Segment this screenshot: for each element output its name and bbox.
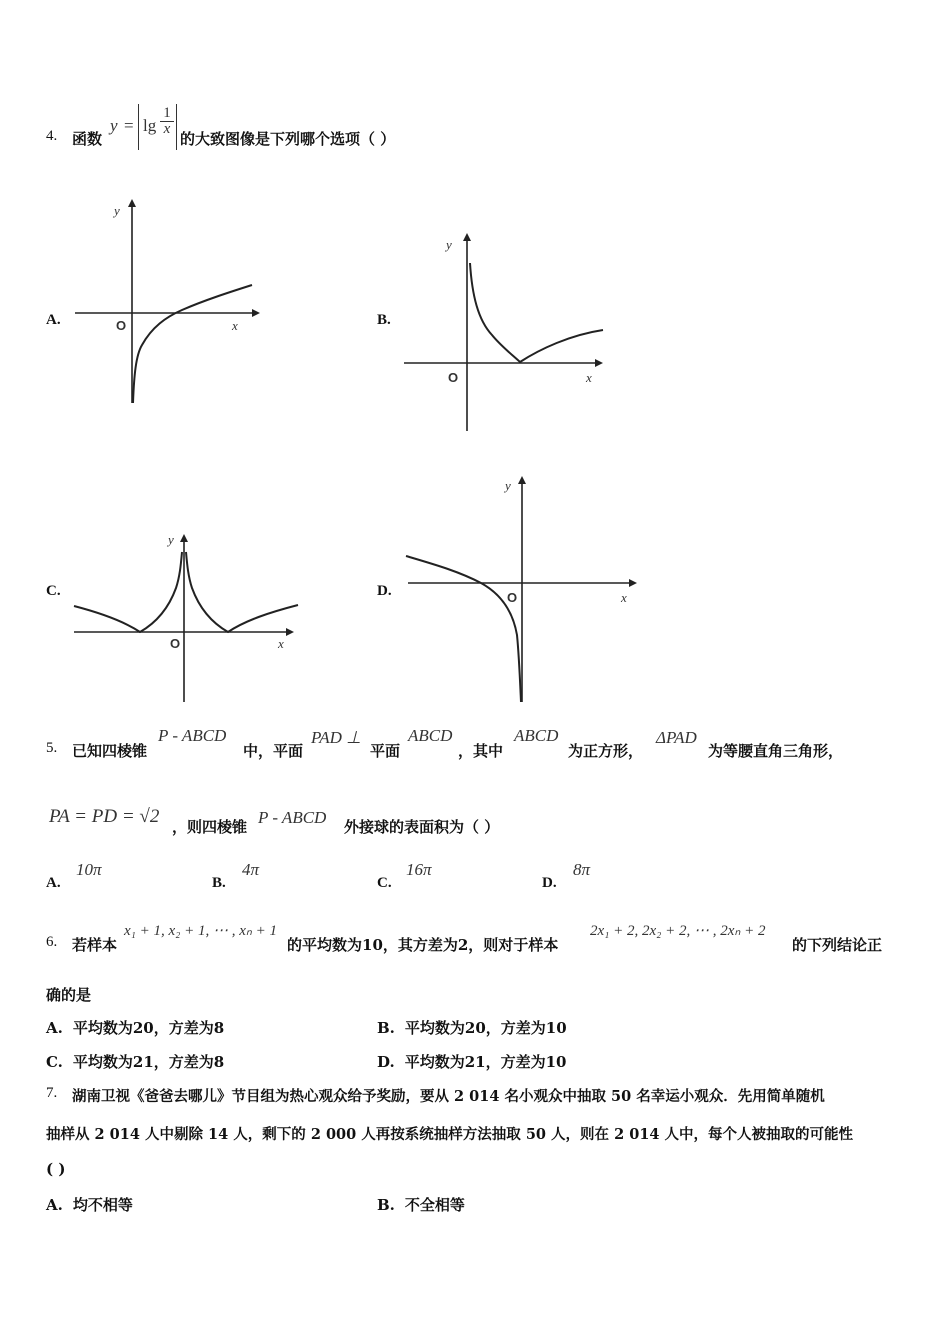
q4-graph-c[interactable] bbox=[72, 528, 302, 706]
graph-c-y-label: y bbox=[168, 532, 174, 547]
q6-text-3: 的下列结论正 bbox=[792, 936, 883, 954]
q7-number: 7. bbox=[46, 1085, 58, 1101]
q6-option-b-text: 平均数为20，方差为10 bbox=[404, 1019, 567, 1037]
q5-option-b-value[interactable]: 4π bbox=[242, 860, 260, 879]
graph-b-origin: O bbox=[448, 370, 459, 385]
q6-option-b-label: B. bbox=[377, 1019, 395, 1037]
q6-option-c[interactable] bbox=[46, 1051, 224, 1072]
graph-b-y-label: y bbox=[446, 237, 452, 252]
q7-option-b-label: B. bbox=[377, 1196, 395, 1214]
graph-c-curve-right bbox=[186, 552, 298, 632]
graph-d-x-label: x bbox=[621, 590, 627, 605]
q6-option-a-text: 平均数为20，方差为8 bbox=[72, 1019, 225, 1037]
q4-formula-eq: = bbox=[124, 116, 134, 135]
q6-option-d-label: D. bbox=[377, 1053, 395, 1071]
graph-a-origin: O bbox=[116, 318, 127, 333]
q6-math-2: 2x₁ + 2, 2x₂ + 2, ⋯ , 2xₙ + 2 bbox=[590, 923, 766, 939]
q5-text-6: 为等腰直角三角形， bbox=[708, 742, 844, 760]
q7-option-b-text: 不全相等 bbox=[404, 1196, 465, 1214]
q5-option-d-label[interactable]: D. bbox=[542, 875, 557, 891]
q7-line-3: ( ) bbox=[46, 1160, 66, 1178]
q4-text-before: 函数 bbox=[72, 130, 103, 148]
q4-formula-lg: lg bbox=[143, 116, 157, 135]
y-axis-arrow bbox=[463, 233, 471, 241]
q6-option-c-label: C. bbox=[46, 1053, 63, 1071]
q4-option-a-label[interactable]: A. bbox=[46, 312, 61, 328]
q5-text-5: 为正方形， bbox=[568, 742, 644, 760]
q4-formula-y: y bbox=[110, 116, 118, 135]
q4-abs-right-bar bbox=[176, 104, 177, 150]
x-axis-arrow bbox=[252, 309, 260, 317]
q5-math-5: ΔPAD bbox=[656, 728, 697, 747]
graph-b-x-label: x bbox=[586, 370, 592, 385]
graph-c-x-label: x bbox=[278, 636, 284, 651]
q6-option-a[interactable] bbox=[46, 1017, 224, 1038]
q4-fraction-denominator: x bbox=[160, 121, 174, 137]
q5-math-4: ABCD bbox=[514, 726, 559, 745]
q5-number: 5. bbox=[46, 740, 58, 756]
q7-option-b[interactable] bbox=[377, 1194, 465, 1215]
q4-formula-fraction bbox=[160, 106, 174, 137]
q7-option-a-text: 均不相等 bbox=[72, 1196, 133, 1214]
q6-option-d-text: 平均数为21，方差为10 bbox=[404, 1053, 567, 1071]
q5-option-b-label[interactable]: B. bbox=[212, 875, 226, 891]
graph-c-curve-left bbox=[74, 552, 182, 632]
q6-text-2: 的平均数为10，其方差为2，则对于样本 bbox=[287, 936, 559, 954]
q7-line-2: 抽样从 2 014 人中剔除 14 人，剩下的 2 000 人再按系统抽样方法抽取 50 人，则在 2 014 人中，每个人被抽取的可能性 bbox=[46, 1126, 854, 1143]
q6-option-a-label: A. bbox=[46, 1019, 63, 1037]
q6-text-4: 确的是 bbox=[46, 986, 92, 1004]
x-axis-arrow bbox=[286, 628, 294, 636]
graph-a-curve bbox=[133, 285, 252, 403]
y-axis-arrow bbox=[518, 476, 526, 484]
graph-d-origin: O bbox=[507, 590, 518, 605]
graph-c-origin: O bbox=[170, 636, 181, 651]
q4-option-d-label[interactable]: D. bbox=[377, 583, 392, 599]
q7-option-a-label: A. bbox=[46, 1196, 63, 1214]
q5-math-2: PAD ⊥ bbox=[311, 728, 361, 747]
q7-line-1: 湖南卫视《爸爸去哪儿》节目组为热心观众给予奖励，要从 2 014 名小观众中抽取 50 名幸运小观众．先用简单随机 bbox=[72, 1088, 825, 1105]
q4-option-c-label[interactable]: C. bbox=[46, 583, 61, 599]
graph-a-x-label: x bbox=[232, 318, 238, 333]
q4-number: 4. bbox=[46, 128, 58, 144]
x-axis-arrow bbox=[595, 359, 603, 367]
graph-d-y-label: y bbox=[505, 478, 511, 493]
q4-graph-a[interactable] bbox=[70, 195, 260, 410]
graph-a-y-label: y bbox=[114, 203, 120, 218]
q6-number: 6. bbox=[46, 934, 58, 950]
q7-option-a[interactable] bbox=[46, 1194, 133, 1215]
q5-option-d-value[interactable]: 8π bbox=[573, 860, 591, 879]
q5-text-2: 中，平面 bbox=[243, 742, 304, 760]
q5-text-7: ，则四棱锥 bbox=[172, 818, 248, 836]
q6-option-b[interactable] bbox=[377, 1017, 567, 1038]
q6-text-1: 若样本 bbox=[72, 936, 118, 954]
q4-graph-d[interactable] bbox=[403, 470, 643, 705]
q6-option-c-text: 平均数为21，方差为8 bbox=[72, 1053, 225, 1071]
q5-math-1: P - ABCD bbox=[158, 726, 227, 745]
q4-fraction-numerator: 1 bbox=[163, 105, 171, 121]
q5-text-4: ，其中 bbox=[458, 742, 504, 760]
y-axis-arrow bbox=[128, 199, 136, 207]
q4-graph-b[interactable] bbox=[400, 225, 610, 435]
q5-text-8: 外接球的表面积为（ ） bbox=[344, 818, 500, 836]
q4-option-b-label[interactable]: B. bbox=[377, 312, 391, 328]
q6-math-1: x₁ + 1, x₂ + 1, ⋯ , xₙ + 1 bbox=[124, 923, 277, 939]
q5-math-6: PA = PD = √2 bbox=[49, 806, 160, 827]
q5-option-a-value[interactable]: 10π bbox=[76, 860, 102, 879]
q5-text-1: 已知四棱锥 bbox=[72, 742, 148, 760]
graph-d-curve bbox=[406, 556, 521, 702]
q5-option-c-value[interactable]: 16π bbox=[406, 860, 432, 879]
q5-text-3: 平面 bbox=[370, 742, 401, 760]
q5-math-3: ABCD bbox=[408, 726, 453, 745]
q6-option-d[interactable] bbox=[377, 1051, 566, 1072]
graph-b-curve bbox=[470, 263, 603, 362]
q4-abs-left-bar bbox=[138, 104, 139, 150]
q5-option-c-label[interactable]: C. bbox=[377, 875, 392, 891]
q4-text-after: 的大致图像是下列哪个选项（ ） bbox=[180, 130, 396, 148]
y-axis-arrow bbox=[180, 534, 188, 542]
q5-math-7: P - ABCD bbox=[258, 808, 327, 827]
x-axis-arrow bbox=[629, 579, 637, 587]
q5-option-a-label[interactable]: A. bbox=[46, 875, 61, 891]
